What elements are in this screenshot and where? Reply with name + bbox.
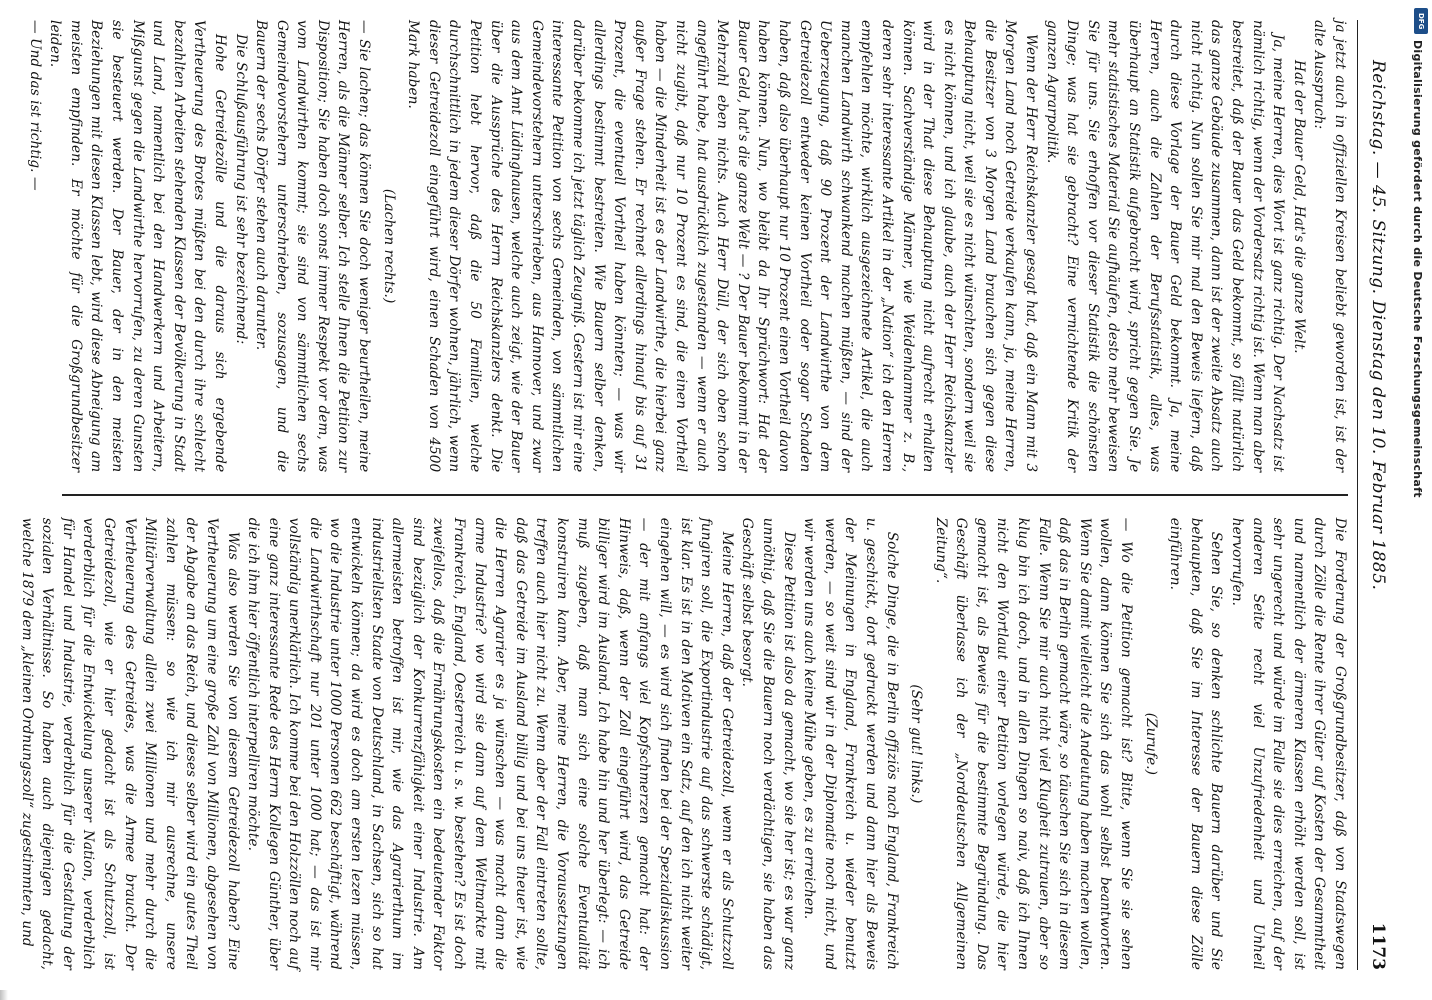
- paragraph: Hohe Getreidezölle und die daraus sich ergebende Vertheuerung des Brotes müßten bei den durch ihre schlecht bezahlten Arbeiten stehenden Klassen der Bevölkerung in Stadt und Land, namentlich bei den Handwerkern und Arbeitern, Mißgunst gegen die Landwirthe hervorrufen, zu deren Gunsten sie besteuert werden. Der Bauer, der in den meisten Beziehungen mit diesen Klassen lebt, wird diese Abneigung am meisten empfinden. Er möchte für die Großgrundbesitzer leiden.: [47, 20, 228, 473]
- paragraph: — Und das ist richtig. —: [26, 20, 43, 191]
- paragraph: (Zurufe.): [1142, 712, 1159, 776]
- left-column: [22, 20, 1350, 472]
- paragraph: Die Schlußausführung ist sehr bezeichnend:: [232, 34, 249, 345]
- column-divider: [62, 494, 1348, 496]
- paragraph: (Lachen rechts.): [380, 188, 397, 304]
- paragraph: Die Forderung der Großgrundbesitzer, daß von Staatswegen durch Zölle die Rente ihrer Güter auf Kosten der Gesammtheit und namentlich der ärmeren Klassen erhöht werden soll, ist sehr ungerecht und würde im Falle sie dies erreichen, auf der anderen Seite recht viel Unzufriedenheit und Unheil hervorrufen.: [1229, 517, 1348, 970]
- right-column: [18, 517, 1350, 970]
- paragraph: Diese Petition ist also da gemacht, wo sie her ist; es war ganz unnöthig, daß Sie die Bauern noch verdächtigen, sie haben das Geschäft selbst besorgt.: [739, 517, 797, 970]
- paragraph: (Sehr gut! links.): [908, 684, 925, 804]
- paragraph: Hat der Bauer Geld, Hat's die ganze Welt.: [1290, 60, 1307, 354]
- paragraph: Solche Dinge, die in Berlin offiziös nach England, Frankreich u. geschickt, dort gedruckt werden und dann hier als Beweis der Meinungen in England, Frankreich u. wieder benutzt werden, — so weit sind wir in der Diplomatie noch nicht, und wir werden uns auch keine Mühe geben, es zu erreichen.: [801, 517, 900, 970]
- paragraph: — Sie lachen; das können Sie doch weniger beurtheilen, meine Herren, als die Männer selber. Ich stelle Ihnen die Petition zur Disposition; Sie haben doch sonst immer Respekt vor dem, was vom Landwirthen kommt; sie sind von sämmtlichen sechs Gemeindevorstehern unterschrieben, sozusagen, und die Bauern der sechs Dörfer stehen auch darunter.: [253, 20, 373, 473]
- paragraph: — Wo die Petition gemacht ist? Bitte, wenn Sie sie sehen wollen, dann können Sie sich das wohl selbst beantworten. Wenn Sie damit vielleicht die Andeutung haben machen wollen, daß das in Berlin gemacht wäre, so täuschen Sie sich in diesem Falle. Wenn Sie mir auch nicht viel Klugheit zutrauen, aber so klug bin ich doch, und in allen Dingen so naiv, daß ich Ihnen nicht den Wortlaut einer Petition vorlegen würde, die hier gemacht ist, als Beweis für die bestimmte Begründung. Das Geschäft überlasse ich der „Norddeutschen Allgemeinen Zeitung“.: [932, 517, 1135, 970]
- digitization-note-text: Digitalisierung gefördert durch die Deutsche Forschungsgemeinschaft: [1411, 40, 1424, 498]
- paragraph: Was also werden Sie von diesem Getreidezoll haben? Eine Vertheuerung um eine große Zahl von Millionen, abgesehen von der Abgabe an das Reich, und dieses selber wird ein gutes Theil zahlen müssen: so wie ich mir ausrechne, unsere Militärverwaltung allein zwei Millionen und mehr durch die Vertheuerung des Getreides, was die Armee braucht. Der Getreidezoll, wie er hier gedacht ist als Schutzzoll, ist verderblich für die Entwickelung unserer Nation, verderblich für Handel und Industrie, verderblich für die Gestaltung der sozialen Verhältnisse. So haben auch diejenigen gedacht, welche 1879 dem „kleinen Ordnungszoll“ zugestimmten, und: [18, 517, 241, 970]
- digitization-note: [1408, 40, 1428, 960]
- text-columns: [18, 20, 1350, 970]
- paragraph: Wenn der Herr Reichskanzler gesagt hat, daß ein Mann mit 3 Morgen Land noch Getreide verkaufen kann, ja, meine Herren, die Besitzer von 3 Morgen Land brauchen sich gegen diese Behauptung nicht, weil sie es nicht wünschten, sondern weil sie es nicht können, und ich glaube, auch der Herr Reichskanzler wird in der That diese Behauptung nicht aufrecht erhalten können. Sachverständige Männer, wie Weidenhammer z. B., deren sehr interessante Artikel in der „Nation“ ich den Herren empfehlen möchte, wirklich ausgezeichnete Artikel, die auch manchen Landwirth schwankend machen müßten, — sind der Ueberzeugung, daß 90 Prozent der Landwirthe von dem Getreidezoll entweder keinen Vortheil oder sogar Schaden haben, daß also überhaupt nur 10 Prozent einen Vortheil davon haben können. Nun, wo bleibt da Ihr Sprüchwort: Hat der Bauer Geld, hat's die ganze Welt — ? Der Bauer bekommt in der Mehrzahl eben nichts. Auch Herr Düll, der sich oben schon angeführt habe, hat ausdrücklich zugestanden — wenn er auch nicht zugibt, daß nur 10 Prozent es sind, die einen Vortheil haben — die Minderheit ist es der Landwirthe, die hierbei ganz außer Frage stehen. Er rechnet allerdings hinauf bis auf 31 Prozent, die eventuell Vortheil haben könnten; — was wir allerdings bestimmt bestreiten. Wie Bauern selber denken, darüber bekomme ich jetzt täglich Zeugniß. Gestern ist mir eine interessante Petition von sechs Gemeinden, von sämmtlichen Gemeindevorstehern unterschrieben, aus Hannover, und zwar aus dem Amt Lüdinghausen, welche auch zeigt, wie der Bauer über die Aussprüche des Herrn Reichskanzlers denkt. Die Petition hebt hervor, daß die 50 Familien, welche durchschnittlich in jedem dieser Dörfer wohnen, jährlich, wenn dieser Getreidezoll eingeführt wird, einen Schaden von 4500 Mark haben.: [405, 20, 1040, 473]
- session-title: Reichstag. — 45. Sitzung. Dienstag den 10. Februar 1885.: [1368, 60, 1388, 591]
- page-header: [1357, 20, 1396, 970]
- paragraph: ja jetzt auch in offiziellen Kreisen beliebt geworden ist, ist der alte Ausspruch:: [1311, 20, 1348, 473]
- paragraph: Ja, meine Herren, dies Wort ist ganz richtig. Der Nachsatz ist nämlich richtig, wenn der Vordersatz richtig ist. Wenn man aber bestreitet, daß der Bauer das Geld bekommt, so fällt natürlich das ganze Gebäude zusammen, dann ist der zweite Absatz auch nicht richtig. Nun sollen Sie mir mal den Beweis liefern, daß durch diese Vorlage der Bauer Geld bekommt. Ja, meine Herren, auch die Zahlen der Berufsstatistik, alles, was überhaupt an Statistik aufgebracht wird, spricht gegen Sie. Je mehr statistisches Material Sie aufhäufen, desto mehr beweisen Sie für uns. Sie erhoffen vor dieser Statistik die schönsten Dinge; was hat sie gebracht? Eine vernichtende Kritik der ganzen Agrarpolitik.: [1043, 20, 1287, 473]
- paragraph: Sehen Sie, so denken schlichte Bauern darüber und Sie behaupten, daß Sie im Interesse der Bauern diese Zölle einführen.: [1167, 517, 1225, 970]
- page-number: 1173: [1368, 922, 1388, 970]
- paragraph: Meine Herren, daß der Getreidezoll, wenn er als Schutzzoll fungiren soll, die Exportindustrie auf das schwerste schädigt, ist klar. Es ist in den Motiven ein Satz, auf den ich nicht weiter eingehen will, — es wird sich finden bei der Spezialdiskussion — der mit anfangs viel Kopfschmerzen gemacht hat: der Hinweis, daß, wenn der Zoll eingeführt wird, das Getreide billiger wird im Ausland. Ich habe hin und her überlegt: — ich muß zugeben, daß man sich eine solche Eventualität konstruiren kann. Aber, meine Herren, die Voraussetzungen treffen auch hier nicht zu. Wenn aber der Fall eintreten sollte, daß das Getreide im Ausland billig und bei uns theuer ist, wie die Herren Agrarier es ja wünschen — was macht dann die arme Industrie? wo wird sie dann auf dem Weltmarkte mit Frankreich, England, Oesterreich u. s. w. bestehen? Es ist doch zweifellos, daß die Ernährungskosten ein bedeutender Faktor sind bezüglich der Konkurrenzfähigkeit einer Industrie. Am allermeisten betroffen ist mir, wie das Agrarierthum im industriellsten Staate von Deutschland, in Sachsen, sich so hat entwickeln können; da wird es doch am ersten lezen müssen, wo die Industrie unter 1000 Personen 662 beschäftigt, während die Landwirthschaft nur 201 unter 1000 hat; — das ist mir vollständig unerklärlich. Ich komme bei den Holzzöllen noch auf eine ganz interessante Rede des Herrn Kollegen Günther, über die ich ihm hier öffentlich interpelliren möchte.: [245, 517, 735, 970]
- dfg-logo: DFG: [1414, 8, 1428, 34]
